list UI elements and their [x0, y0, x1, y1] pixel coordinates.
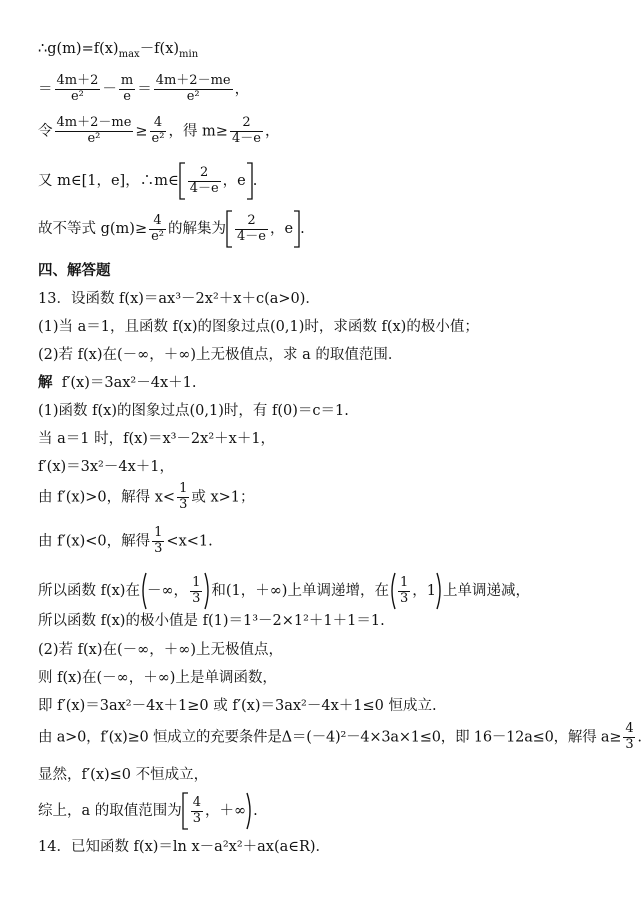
open-interval	[389, 572, 443, 610]
text: ，e	[222, 172, 246, 189]
text: ，得 m≥	[168, 123, 228, 140]
numerator: m	[120, 73, 134, 88]
line-16	[38, 572, 530, 610]
fraction	[55, 74, 101, 105]
text: ＝	[38, 81, 53, 98]
line-13: f′(x)＝3x²－4x＋1，	[38, 459, 174, 475]
denominator: 3	[192, 810, 202, 826]
solution-intro	[38, 376, 196, 391]
denominator: e²	[87, 130, 101, 146]
line-18: (2)若 f(x)在(－∞，＋∞)上无极值点，	[38, 642, 283, 658]
text: ，＋∞	[205, 802, 247, 819]
line-11: (1)函数 f(x)的图象过点(0,1)时，有 f(0)＝c＝1.	[38, 403, 349, 419]
denominator: 4－e	[237, 228, 266, 244]
numerator: 4	[150, 116, 167, 132]
text: ≥	[135, 123, 148, 140]
text: －	[102, 81, 117, 98]
subscript-max: max	[118, 48, 140, 60]
text: .	[253, 803, 258, 819]
fraction	[398, 576, 410, 607]
fraction	[150, 116, 167, 147]
line-19: 则 f(x)在(－∞，＋∞)上是单调函数，	[38, 670, 277, 686]
text: 的解集为	[168, 221, 227, 237]
numerator: 4	[192, 794, 202, 810]
problem-13-part-1: (1)当 a＝1，且函数 f(x)的图象过点(0,1)时，求函数 f(x)的极小值；	[38, 319, 479, 335]
closed-interval	[226, 210, 300, 248]
line-12: 当 a＝1 时，f(x)＝x³－2x²＋x＋1，	[38, 431, 276, 447]
numerator: 2	[188, 166, 221, 182]
text: f′(x)＝3ax²－4x＋1.	[61, 375, 197, 391]
interval	[182, 792, 253, 830]
text: 由 a>0，f′(x)≥0 恒成立的充要条件是Δ＝(－4)²－4×3a×1≤0，即 16－12a≤0，解得 a≥	[38, 729, 622, 746]
closed-interval	[179, 162, 253, 200]
text: 又 m∈[1，e]，∴m∈	[38, 173, 179, 189]
right-bracket-icon	[246, 162, 253, 200]
open-interval	[140, 572, 211, 610]
text: 或 x>1；	[191, 489, 255, 506]
solution-label: 解	[38, 374, 53, 391]
denominator: 3	[399, 590, 409, 606]
fraction	[190, 576, 202, 607]
numerator: 2	[235, 214, 268, 230]
text: ，1	[412, 582, 436, 599]
denominator: 4－e	[231, 130, 261, 146]
fraction	[119, 74, 135, 105]
numerator: 4m＋2	[56, 73, 99, 88]
left-paren-icon	[140, 572, 147, 610]
fraction	[623, 722, 635, 753]
line-22: 显然，f′(x)≤0 不恒成立，	[38, 767, 209, 783]
line-17: 所以函数 f(x)的极小值是 f(1)＝1³－2×1²＋1＋1＝1.	[38, 613, 385, 629]
denominator: 4－e	[189, 180, 219, 196]
fraction	[154, 74, 233, 105]
denominator: e²	[70, 88, 84, 104]
problem-14: 14．已知函数 f(x)＝ln x－a²x²＋ax(a∈R)．	[38, 839, 331, 855]
fraction	[177, 482, 189, 513]
text: 所以函数 f(x)在	[38, 583, 140, 599]
line-2	[38, 74, 249, 105]
fraction	[235, 214, 268, 245]
line-20: 即 f′(x)＝3ax²－4x＋1≥0 或 f′(x)＝3ax²－4x＋1≤0 恒成立.	[38, 698, 437, 714]
denominator: 3	[179, 496, 188, 512]
text: 故不等式 g(m)≥	[38, 221, 148, 237]
numerator: 1	[399, 574, 409, 590]
left-bracket-icon	[226, 210, 233, 248]
section-heading: 四、解答题	[38, 262, 111, 279]
numerator: 4m＋2－me	[56, 115, 132, 130]
line-5	[38, 210, 305, 248]
text: 上单调递减，	[442, 583, 530, 599]
denominator: e²	[186, 88, 200, 104]
text: －∞，	[146, 582, 189, 599]
line-21	[38, 722, 642, 753]
text: .	[252, 173, 258, 189]
numerator: 4	[625, 721, 634, 736]
fraction	[191, 796, 203, 827]
subscript-min: min	[179, 48, 199, 60]
numerator: 1	[154, 525, 163, 540]
numerator: 4	[149, 214, 166, 230]
fraction	[188, 166, 221, 197]
text: <x<1.	[166, 533, 213, 550]
text: ，	[234, 81, 250, 98]
text: ＝	[137, 81, 152, 98]
line-23	[38, 792, 258, 830]
text: .	[637, 729, 642, 746]
denominator: e	[123, 88, 131, 104]
text: 由 f′(x)<0，解得	[38, 533, 151, 550]
numerator: 1	[192, 574, 201, 590]
text: 由 f′(x)>0，解得 x<	[38, 489, 176, 506]
line-15	[38, 526, 213, 557]
denominator: e²	[151, 228, 165, 244]
right-paren-icon	[436, 572, 443, 610]
line-1	[38, 42, 198, 60]
text: 令	[38, 123, 53, 140]
text: .	[300, 221, 305, 237]
denominator: 3	[625, 736, 634, 752]
text: －f(x)	[139, 41, 180, 57]
denominator: 3	[154, 540, 163, 556]
fraction	[230, 116, 263, 147]
line-3	[38, 116, 279, 147]
fraction	[152, 526, 164, 557]
problem-13: 13．设函数 f(x)＝ax³－2x²＋x＋c(a>0)．	[38, 291, 320, 307]
denominator: e²	[151, 130, 165, 146]
text: 和(1，＋∞)上单调递增，在	[211, 583, 389, 599]
left-paren-icon	[389, 572, 396, 610]
text: ，	[264, 123, 280, 140]
fraction	[149, 214, 166, 245]
numerator: 2	[230, 116, 263, 132]
denominator: 3	[192, 590, 201, 606]
problem-13-part-2: (2)若 f(x)在(－∞，＋∞)上无极值点，求 a 的取值范围．	[38, 347, 403, 363]
text: ∴g(m)=f(x)	[38, 41, 119, 57]
line-4	[38, 162, 257, 200]
text: ，e	[269, 220, 294, 237]
numerator: 4m＋2－me	[155, 73, 231, 88]
numerator: 1	[179, 481, 188, 496]
left-bracket-icon	[182, 792, 189, 830]
line-14	[38, 482, 255, 513]
text: 综上，a 的取值范围为	[38, 803, 182, 819]
left-bracket-icon	[179, 162, 186, 200]
fraction	[55, 116, 134, 147]
